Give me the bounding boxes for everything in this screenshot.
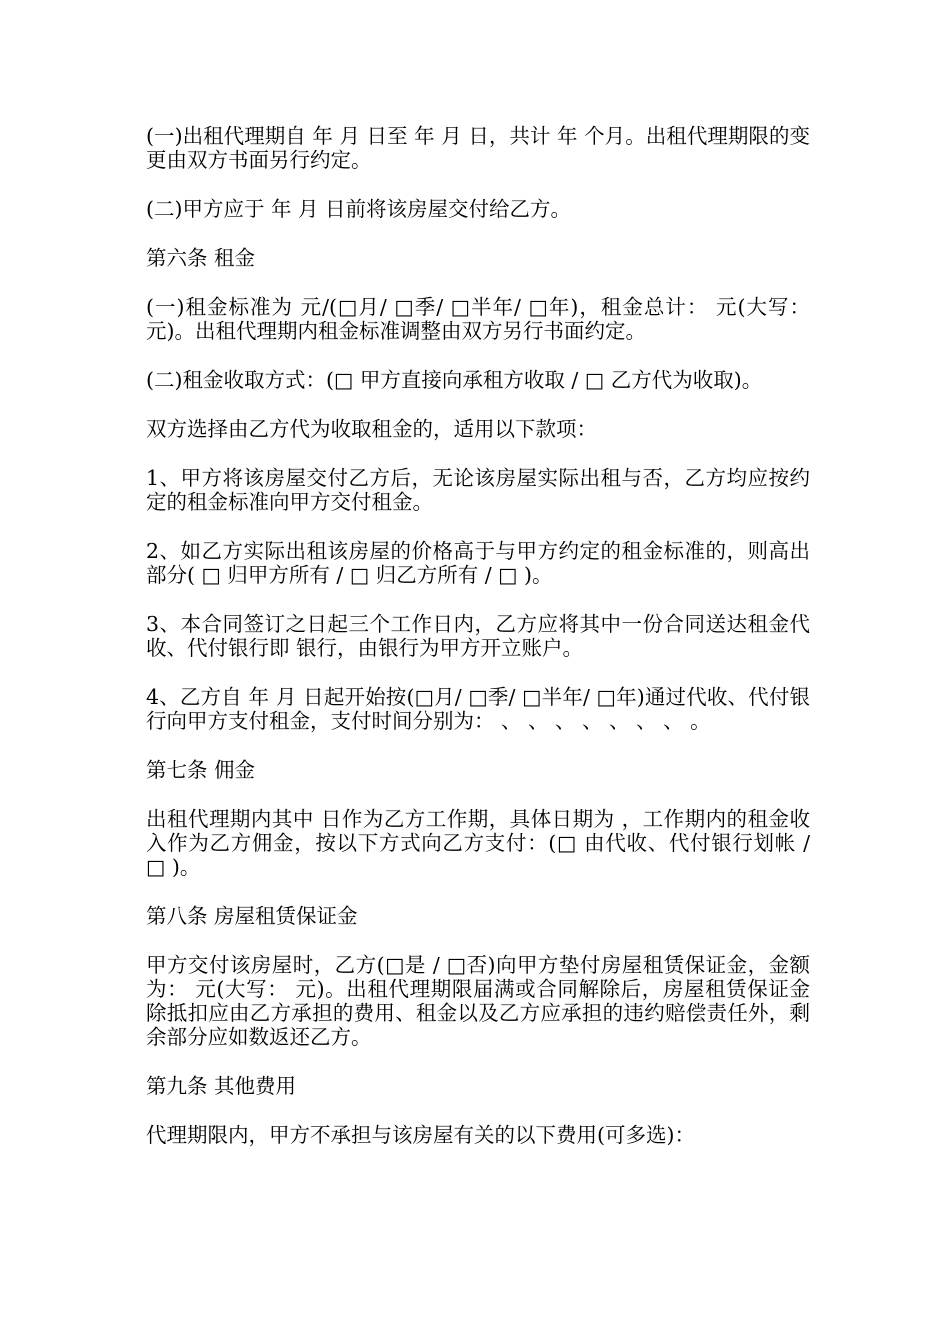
term-2: 2、如乙方实际出租该房屋的价格高于与甲方约定的租金标准的，则高出部分( □ 归甲方所有 / □ 归乙方所有 / □ )。	[146, 539, 810, 587]
agency-period-clause: (一)出租代理期自 年 月 日至 年 月 日，共计 年 个月。出租代理期限的变更由双方书面另行约定。	[146, 124, 810, 172]
commission-clause: 出租代理期内其中 日作为乙方工作期，具体日期为 ，工作期内的租金收入作为乙方佣金，按以下方式向乙方支付：(□ 由代收、代付银行划帐 / □ )。	[146, 807, 810, 879]
document-page	[146, 124, 810, 1172]
term-4: 4、乙方自 年 月 日起开始按(□月/ □季/ □半年/ □年)通过代收、代付银行向甲方支付租金，支付时间分别为： 、 、 、 、 、 、 、 。	[146, 685, 810, 733]
term-1: 1、甲方将该房屋交付乙方后，无论该房屋实际出租与否，乙方均应按约定的租金标准向甲方交付租金。	[146, 466, 810, 514]
article-9-heading: 第九条 其他费用	[146, 1074, 297, 1098]
term-3: 3、本合同签订之日起三个工作日内，乙方应将其中一份合同送达租金代收、代付银行即 银行，由银行为甲方开立账户。	[146, 612, 810, 660]
rent-standard-clause: (一)租金标准为 元/(□月/ □季/ □半年/ □年)，租金总计： 元(大写： 元)。出租代理期内租金标准调整由双方另行书面约定。	[146, 295, 810, 343]
article-6-heading: 第六条 租金	[146, 246, 256, 270]
other-fees-clause: 代理期限内，甲方不承担与该房屋有关的以下费用(可多选)：	[146, 1123, 695, 1147]
deposit-clause: 甲方交付该房屋时，乙方(□是 / □否)向甲方垫付房屋租赁保证金，金额为： 元(大写： 元)。出租代理期限届满或合同解除后，房屋租赁保证金除抵扣应由乙方承担的费用、租金以及乙方应承担的违约赔偿责任外，剩余部分应如数返还乙方。	[146, 953, 810, 1049]
rent-collection-clause: (二)租金收取方式：(□ 甲方直接向承租方收取 / □ 乙方代为收取)。	[146, 368, 763, 392]
handover-date-clause: (二)甲方应于 年 月 日前将该房屋交付给乙方。	[146, 197, 572, 221]
article-7-heading: 第七条 佣金	[146, 758, 256, 782]
collection-terms-intro: 双方选择由乙方代为收取租金的，适用以下款项：	[146, 417, 597, 441]
article-8-heading: 第八条 房屋租赁保证金	[146, 904, 358, 928]
